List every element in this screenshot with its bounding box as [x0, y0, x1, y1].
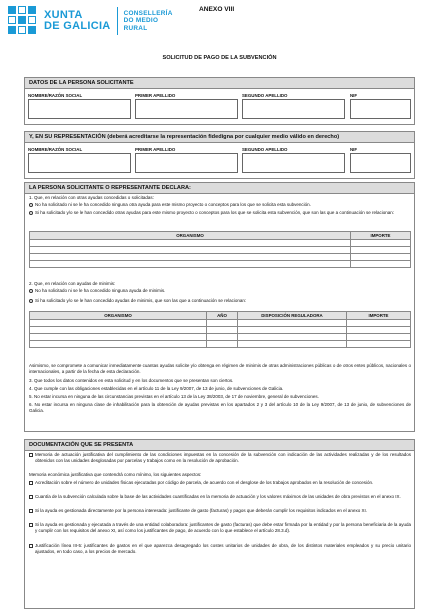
- memoria-economica-label: Memoria económica justificativa que contendrá como mínimo, los siguientes aspectos:: [29, 472, 202, 477]
- name-label: NOMBRE/RAZÓN SOCIAL: [28, 93, 83, 98]
- declaration-6: 6. No estar incursa en ninguna clase de inhabilitación para la obtención de ayudas previstas en los apartados 2 y 3 del artículo 10 de la Ley 9/2007, de 13 de junio, de subvenciones de Galicia.: [29, 402, 411, 413]
- doc-item-entidad-colaboradora[interactable]: Si la ayuda es gestionada y ejecutada a través de una entidad colaboradora: justificantes de gasto (facturas) que debe estar firmada por la entidad y por la persona beneficiaria de la ayuda y cumplir con los requisitos del anexo XI, así como los justificantes de pago, de acuerdo con lo que establece el artículo 28.3.d).: [29, 522, 411, 533]
- col-organismo: ORGANISMO: [30, 232, 351, 240]
- radio-icon[interactable]: [29, 299, 33, 303]
- checkbox-icon[interactable]: [29, 453, 33, 457]
- doc-item-linea-iii5[interactable]: Justificación línea III-5: justificantes de gastos en el que aparezca desagregado los costes unitarios de unidades de obra, de los distintos materiales empleados y su precio unitario ajustados, en todo caso, a los precios de mercado.: [29, 543, 411, 554]
- col-importe: IMPORTE: [351, 232, 411, 240]
- applicant-section: [24, 77, 415, 125]
- rep-first-surname-field[interactable]: [135, 153, 238, 173]
- doc-item-cuantia[interactable]: Cuantía de la subvención calculada sobre la base de las actividades cuantificadas en la memoria de actuación y los valores máximos de las unidades de obra previstos en el anexo IX.: [29, 494, 411, 500]
- table-row: [30, 334, 411, 341]
- checkbox-icon[interactable]: [29, 544, 33, 548]
- name-field[interactable]: [28, 99, 131, 119]
- nif-field[interactable]: [350, 99, 411, 119]
- rep-name-field[interactable]: [28, 153, 131, 173]
- table-row: [30, 261, 411, 268]
- table-row: [30, 247, 411, 254]
- col-ano: AÑO: [207, 312, 238, 320]
- rep-name-label: NOMBRE/RAZÓN SOCIAL: [28, 147, 83, 152]
- second-surname-label: SEGUNDO APELLIDO: [242, 93, 288, 98]
- logo-wordmark: XUNTA DE GALICIA: [44, 9, 111, 32]
- radio-icon[interactable]: [29, 211, 33, 215]
- radio-icon[interactable]: [29, 203, 33, 207]
- document-title: SOLICITUD DE PAGO DE LA SUBVENCIÓN: [162, 55, 277, 61]
- q2-option-none[interactable]: No ha solicitado ni se le ha concedido ninguna ayuda de minimis.: [29, 288, 411, 294]
- aid-table: [29, 231, 411, 268]
- annex-label: ANEXO VIII: [199, 6, 235, 13]
- doc-item-gestion-directa[interactable]: Si la ayuda es gestionada directamente por la persona interesada: justificante de gasto (facturas) y pagos que deberán cumplir los requisitos indicados en el anexo XI.: [29, 508, 411, 514]
- section-title: DOCUMENTACIÓN QUE SE PRESENTA: [25, 440, 414, 451]
- xunta-logo: [8, 6, 173, 36]
- q1-option-none[interactable]: No ha solicitado ni se le ha concedido ninguna otra ayuda para este mismo proyecto o conceptos para los que se solicita esta subvención.: [29, 202, 411, 208]
- nif-label: NIF: [350, 93, 358, 98]
- declaration-4: 4. Que cumple con las obligaciones establecidas en el artículo 11 de la Ley 9/2007, de 13 de junio, de subvenciones de Galicia.: [29, 386, 284, 391]
- department-name: CONSELLERÍA DO MEDIO RURAL: [123, 9, 173, 32]
- rep-second-surname-field[interactable]: [242, 153, 345, 173]
- xunta-emblem-icon: [8, 6, 38, 36]
- section-title: DATOS DE LA PERSONA SOLICITANTE: [25, 78, 414, 89]
- logo-divider: [117, 7, 118, 35]
- first-surname-field[interactable]: [135, 99, 238, 119]
- table-row: [30, 327, 411, 334]
- rep-first-surname-label: PRIMER APELLIDO: [135, 147, 176, 152]
- second-surname-field[interactable]: [242, 99, 345, 119]
- doc-item-acreditacion[interactable]: Acreditación sobre el número de unidades físicas ejecutadas por código de parcela, de acuerdo con el desglose de los trabajos aprobados en la resolución de concesión.: [29, 480, 411, 486]
- col-organismo: ORGANISMO: [30, 312, 207, 320]
- table-row: [30, 254, 411, 261]
- commitment-paragraph: Asimismo, se compromete a comunicar inmediatamente cuantas ayudas solicite y/o obtenga en régimen de minimis de otras administraciones públicas o de otros entes públicos, nacionales o internacionales, a partir de la fecha de esta declaración.: [29, 363, 411, 374]
- col-disposicion: DISPOSICIÓN REGULADORA: [238, 312, 347, 320]
- checkbox-icon[interactable]: [29, 495, 33, 499]
- checkbox-icon[interactable]: [29, 523, 33, 527]
- question-1: 1. Que, en relación con otras ayudas concedidas o solicitadas:: [29, 195, 154, 200]
- col-importe: IMPORTE: [347, 312, 411, 320]
- checkbox-icon[interactable]: [29, 509, 33, 513]
- section-title: LA PERSONA SOLICITANTE O REPRESENTANTE DECLARA:: [25, 183, 414, 194]
- table-row: [30, 240, 411, 247]
- rep-second-surname-label: SEGUNDO APELLIDO: [242, 147, 288, 152]
- rep-nif-field[interactable]: [350, 153, 411, 173]
- declaration-5: 5. No estar incursa en ninguna de las circunstancias previstas en el artículo 13 de la Ley 38/2003, de 17 de noviembre, general de subvenciones.: [29, 394, 319, 399]
- checkbox-icon[interactable]: [29, 481, 33, 485]
- declaration-3: 3. Que todos los datos contenidos en esta solicitud y en los documentos que se presentan son ciertos.: [29, 378, 234, 383]
- rep-nif-label: NIF: [350, 147, 358, 152]
- table-row: [30, 341, 411, 348]
- doc-item-memoria-actuacion[interactable]: Memoria de actuación justificativa del cumplimiento de las condiciones impuestas en la concesión de la subvención con indicación de las actividades realizadas y de los resultados obtenidos con las unidades desglosadas por parcelas y trabajos como en la resolución de aprobación.: [29, 452, 411, 463]
- q2-option-yes[interactable]: Si ha solicitado y/o se le han concedido ayudas de minimis, que son las que a continuación se relacionan:: [29, 298, 411, 304]
- q1-option-yes[interactable]: Si ha solicitado y/o se le han concedido otras ayudas para este mismo proyecto o conceptos para los que se solicita esta subvención, que son las que a continuación se relacionan:: [29, 210, 411, 216]
- section-title: Y, EN SU REPRESENTACIÓN (deberá acreditarse la representación fidedigna por cualquier medio válido en derecho): [25, 132, 414, 143]
- representative-section: [24, 131, 415, 179]
- table-row: [30, 320, 411, 327]
- minimis-table: [29, 311, 411, 348]
- radio-icon[interactable]: [29, 289, 33, 293]
- first-surname-label: PRIMER APELLIDO: [135, 93, 176, 98]
- question-2: 2. Que, en relación con ayudas de minimis:: [29, 281, 116, 286]
